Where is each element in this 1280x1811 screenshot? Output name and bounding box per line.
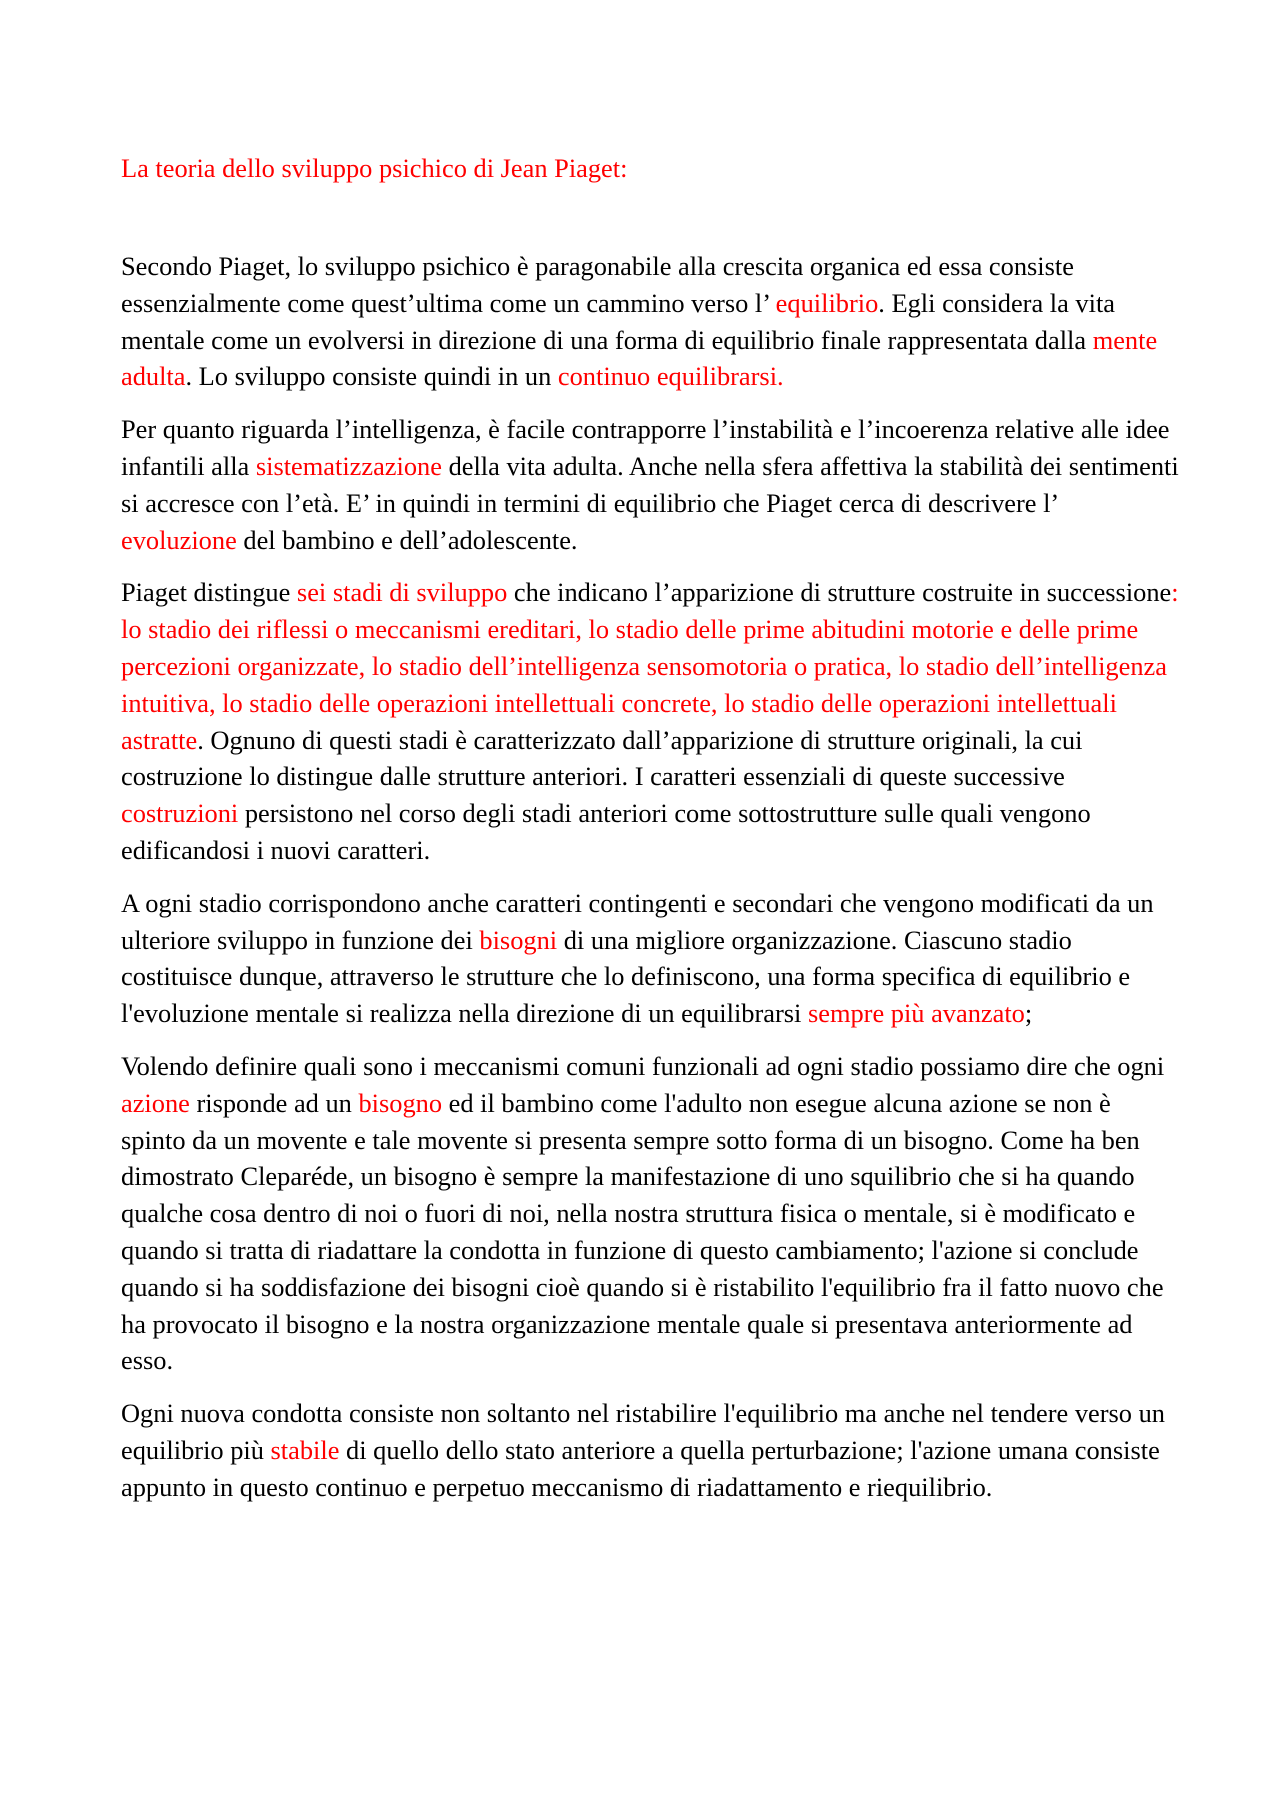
document-body bbox=[121, 248, 1179, 1506]
highlighted-text: sei stadi di sviluppo bbox=[296, 577, 508, 608]
paragraph bbox=[121, 1395, 1179, 1505]
paragraph bbox=[121, 574, 1179, 868]
body-text: risponde ad un bbox=[189, 1087, 359, 1118]
body-text: Volendo definire quali sono i meccanismi comuni funzionali ad ogni stadio possiamo dire che ogni bbox=[121, 1050, 1165, 1081]
body-text: ed il bambino come l'adulto non esegue alcuna azione se non è spinto da un movente e tale movente si presenta sempre sotto forma di un bisogno. Come ha ben dimostrato Cleparéde, un bisogno è sempre la manifestazione di uno squilibrio che si ha quando qualche cosa dentro di noi o fuori di noi, nella nostra struttura fisica o mentale, si è modificato e quando si tratta di riadattare la condotta in funzione di questo cambiamento; l'azione si conclude quando si ha soddisfazione dei bisogni cioè quando si è ristabilito l'equilibrio fra il fatto nuovo che ha provocato il bisogno e la nostra organizzazione mentale quale si presentava anteriormente ad esso. bbox=[121, 1087, 1164, 1376]
body-text: ; bbox=[1024, 998, 1033, 1029]
paragraph bbox=[121, 411, 1179, 558]
document-title: La teoria dello sviluppo psichico di Jean Piaget: bbox=[121, 153, 628, 183]
highlighted-text: sistematizzazione bbox=[255, 450, 442, 481]
body-text: . Lo sviluppo consiste quindi in un bbox=[185, 361, 558, 392]
highlighted-text: mente adulta bbox=[121, 324, 1158, 392]
body-text: . Ognuno di questi stadi è caratterizzato dall’apparizione di strutture originali, la cui costruzione lo distingue dalle strutture anteriori. I caratteri essenziali di queste successive bbox=[121, 724, 1083, 792]
body-text: del bambino e dell’adolescente. bbox=[236, 524, 578, 555]
highlighted-text: bisogni bbox=[479, 924, 558, 955]
highlighted-text: bisogno bbox=[358, 1087, 443, 1118]
highlighted-text: sempre più avanzato bbox=[807, 998, 1025, 1029]
highlighted-text: stabile bbox=[270, 1434, 340, 1465]
highlighted-text: equilibrio bbox=[775, 287, 879, 318]
body-text: Ogni nuova condotta consiste non soltanto nel ristabilire l'equilibrio ma anche nel tendere verso un equilibrio più bbox=[121, 1398, 1165, 1465]
body-text: A ogni stadio corrispondono anche caratteri contingenti e secondari che vengono modificati da un ulteriore sviluppo in funzione dei bbox=[121, 887, 1154, 955]
paragraph bbox=[121, 885, 1179, 1032]
body-text: di una migliore organizzazione. Ciascuno stadio costituisce dunque, attraverso le strutture che lo definiscono, una forma specifica di equilibrio e l'evoluzione mentale si realizza nella direzione di un equilibrarsi bbox=[121, 924, 1131, 1029]
body-text: Secondo Piaget, lo sviluppo psichico è paragonabile alla crescita organica ed essa consiste essenzialmente come quest’ultima come un cammino verso l’ bbox=[121, 251, 1074, 318]
highlighted-text: costruzioni bbox=[121, 798, 239, 829]
body-text: Per quanto riguarda l’intelligenza, è facile contrapporre l’instabilità e l’incoerenza relative alle idee infantili alla bbox=[121, 414, 1170, 481]
highlighted-text: continuo equilibrarsi. bbox=[557, 361, 784, 392]
body-text: Piaget distingue bbox=[121, 577, 297, 608]
body-text: che indicano l’apparizione di strutture costruite in successione bbox=[507, 577, 1172, 608]
highlighted-text: : lo stadio dei riflessi o meccanismi ereditari, lo stadio delle prime abitudini motorie e delle prime percezioni organizzate, lo stadio dell’intelligenza sensomotoria o pratica, lo stadio dell’intelligenza intuitiva, lo stadio delle operazioni intellettuali concrete, lo stadio delle operazioni intellettuali astratte bbox=[121, 577, 1179, 755]
body-text: della vita adulta. Anche nella sfera affettiva la stabilità dei sentimenti si accresce con l’età. E’ in quindi in termini di equilibrio che Piaget cerca di descrivere l’ bbox=[121, 450, 1179, 518]
paragraph bbox=[121, 1048, 1179, 1379]
highlighted-text: azione bbox=[121, 1087, 190, 1118]
body-text: persistono nel corso degli stadi anteriori come sottostrutture sulle quali vengono edificandosi i nuovi caratteri. bbox=[121, 798, 1091, 865]
document-page bbox=[121, 150, 1179, 1522]
body-text: . Egli considera la vita mentale come un evolversi in direzione di una forma di equilibrio finale rappresentata dalla bbox=[121, 287, 1116, 355]
highlighted-text: evoluzione bbox=[121, 524, 237, 555]
paragraph bbox=[121, 248, 1179, 395]
body-text: di quello dello stato anteriore a quella perturbazione; l'azione umana consiste appunto in questo continuo e perpetuo meccanismo di riadattamento e riequilibrio. bbox=[121, 1434, 1160, 1502]
